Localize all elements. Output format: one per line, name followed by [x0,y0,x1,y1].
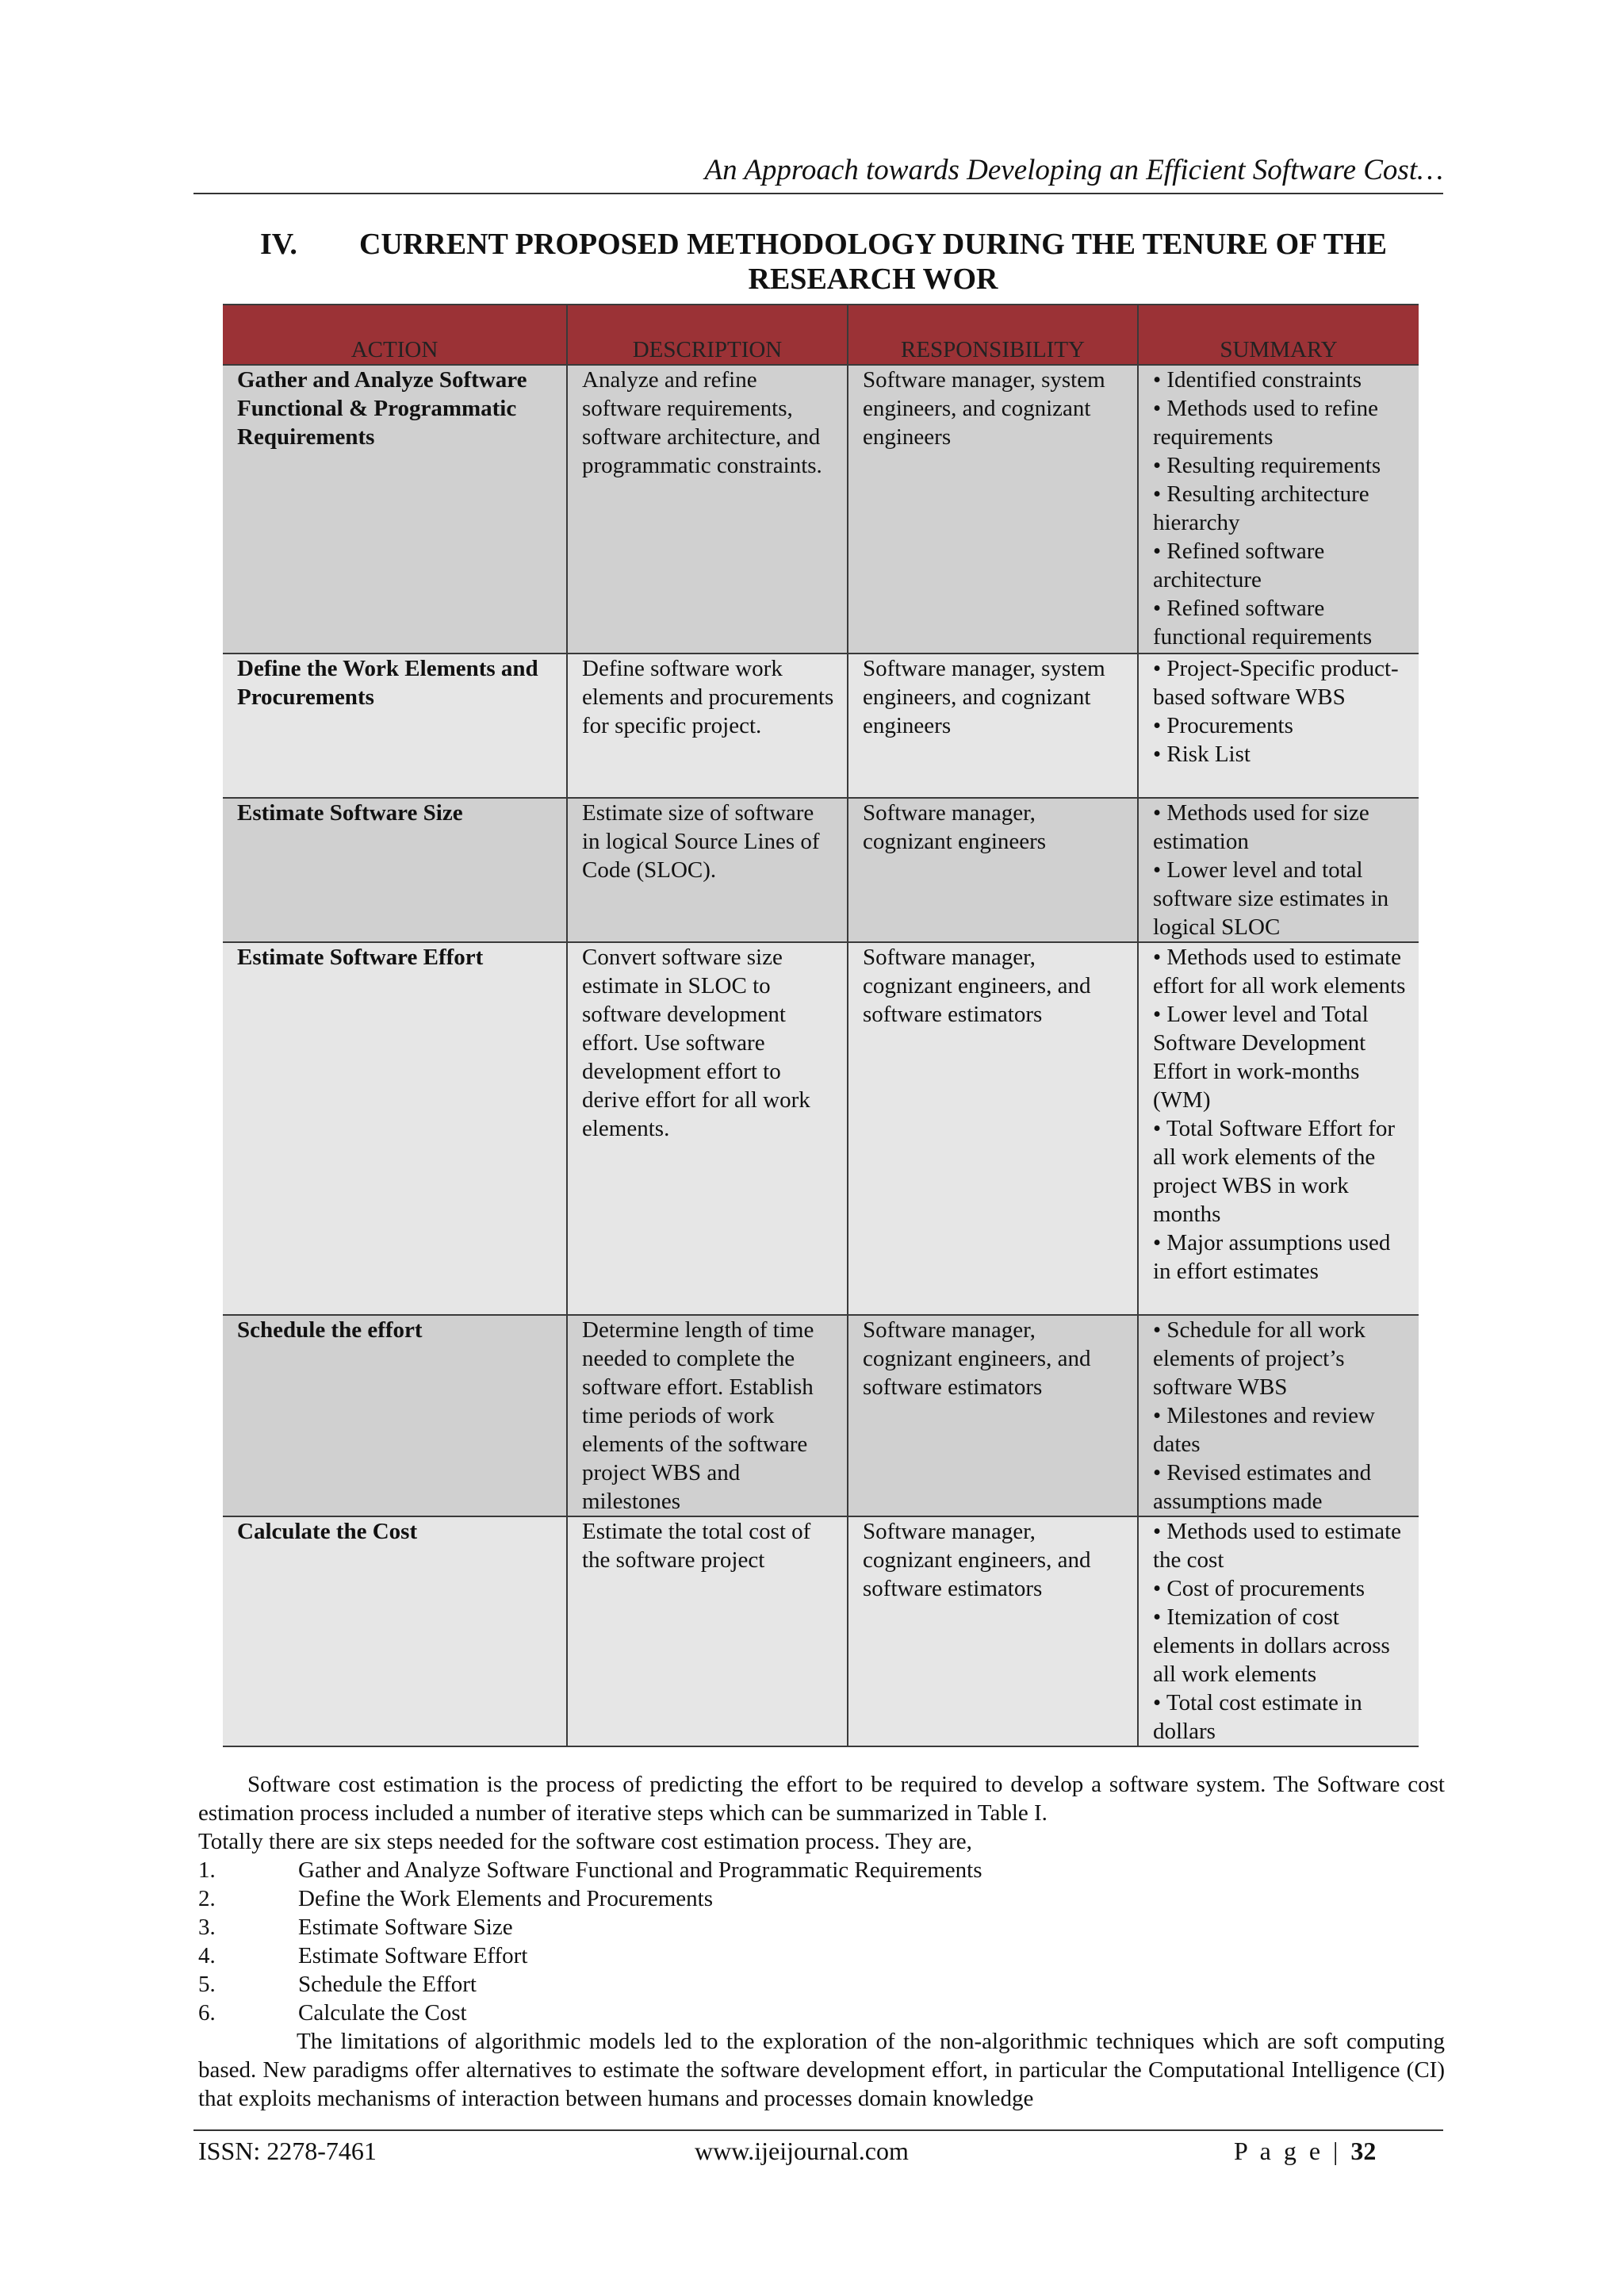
running-header: An Approach towards Developing an Efficient Software Cost… [704,154,1443,186]
list-item [198,1970,1445,1999]
action-cell: Estimate Software Size [223,798,567,942]
description-cell: Estimate the total cost of the software project [567,1516,848,1746]
table-row [223,365,1419,654]
paragraph: Software cost estimation is the process of predicting the effort to be required to develop a software system. The Software cost estimation process included a number of iterative steps which can be summarized in Table I. [198,1772,1445,1826]
description-cell: Define software work elements and procurements for specific project. [567,654,848,798]
list-item-number: 5. [198,1972,216,1997]
table-row [223,942,1419,1315]
action-cell: Calculate the Cost [223,1516,567,1746]
paragraph: Totally there are six steps needed for the software cost estimation process. They are, [198,1829,972,1854]
action-cell: Define the Work Elements and Procurements [223,654,567,798]
list-item-number: 4. [198,1943,216,1968]
table-row [223,654,1419,798]
summary-cell: • Methods used for size estimation • Lower level and total software size estimates in logical SLOC [1138,798,1419,942]
responsibility-cell: Software manager, cognizant engineers [848,798,1138,942]
description-cell: Estimate size of software in logical Source Lines of Code (SLOC). [567,798,848,942]
footer-rule [193,2129,1443,2131]
list-item-number: 1. [198,1857,216,1883]
list-item-number: 3. [198,1915,216,1940]
list-item [198,1999,1445,2027]
column-header-summary: SUMMARY [1138,305,1419,365]
footer-website: www.ijeijournal.com [695,2137,909,2165]
section-number: IV. [260,228,297,261]
responsibility-cell: Software manager, cognizant engineers, and software estimators [848,942,1138,1315]
list-item-number: 6. [198,2000,216,2026]
action-cell: Gather and Analyze Software Functional & Programmatic Requirements [223,365,567,654]
list-item-text: Gather and Analyze Software Functional and Programmatic Requirements [298,1857,982,1883]
responsibility-cell: Software manager, system engineers, and cognizant engineers [848,365,1138,654]
list-item-text: Calculate the Cost [298,2000,467,2026]
list-item-text: Estimate Software Effort [298,1943,528,1968]
description-cell: Analyze and refine software requirements, software architecture, and programmatic constraints. [567,365,848,654]
list-item-number: 2. [198,1886,216,1911]
list-item-text: Estimate Software Size [298,1915,513,1940]
paragraph: The limitations of algorithmic models led to the exploration of the non-algorithmic techniques which are soft computing based. New paradigms offer alternatives to estimate the software development effort, in particular the Computational Intelligence (CI) that exploits mechanisms of interaction between humans and processes domain knowledge [198,2029,1445,2111]
body-text [198,1770,1445,2113]
list-item [198,1856,1445,1884]
page-number: 32 [1350,2137,1377,2165]
summary-cell: • Project-Specific product-based software WBS • Procurements • Risk List [1138,654,1419,798]
list-item [198,1913,1445,1941]
description-cell: Convert software size estimate in SLOC to software development effort. Use software development effort to derive effort for all work elements. [567,942,848,1315]
methodology-table [223,304,1419,1747]
table-row [223,1315,1419,1516]
column-header-description: DESCRIPTION [567,305,848,365]
summary-cell: • Schedule for all work elements of project’s software WBS • Milestones and review dates • Revised estimates and assumptions made [1138,1315,1419,1516]
section-title: CURRENT PROPOSED METHODOLOGY DURING THE TENURE OF THE RESEARCH WOR [358,228,1388,296]
table-row [223,1516,1419,1746]
action-cell: Schedule the effort [223,1315,567,1516]
footer-page [1234,2135,1376,2167]
column-header-responsibility: RESPONSIBILITY [848,305,1138,365]
action-cell: Estimate Software Effort [223,942,567,1315]
list-item-text: Schedule the Effort [298,1972,477,1997]
footer-page-label: P a g e | [1234,2137,1342,2165]
responsibility-cell: Software manager, cognizant engineers, and software estimators [848,1315,1138,1516]
list-item [198,1941,1445,1970]
steps-list [198,1856,1445,2027]
description-cell: Determine length of time needed to complete the software effort. Establish time periods of work elements of the software project WBS and milestones [567,1315,848,1516]
section-heading [246,227,1404,297]
responsibility-cell: Software manager, system engineers, and cognizant engineers [848,654,1138,798]
column-header-action: ACTION [223,305,567,365]
summary-cell: • Methods used to estimate the cost • Cost of procurements • Itemization of cost elements in dollars across all work elements • Total cost estimate in dollars [1138,1516,1419,1746]
responsibility-cell: Software manager, cognizant engineers, and software estimators [848,1516,1138,1746]
header-rule [193,193,1443,194]
summary-cell: • Identified constraints • Methods used to refine requirements • Resulting requirements • Resulting architecture hierarchy • Refined software architecture • Refined software functional requirements [1138,365,1419,654]
footer-issn: ISSN: 2278-7461 [198,2137,377,2165]
table-header-row [223,305,1419,365]
list-item [198,1884,1445,1913]
table-row [223,798,1419,942]
summary-cell: • Methods used to estimate effort for all work elements • Lower level and Total Software Development Effort in work-months (WM) • Total Software Effort for all work elements of the project WBS in work months • Major assumptions used in effort estimates [1138,942,1419,1315]
list-item-text: Define the Work Elements and Procurements [298,1886,714,1911]
